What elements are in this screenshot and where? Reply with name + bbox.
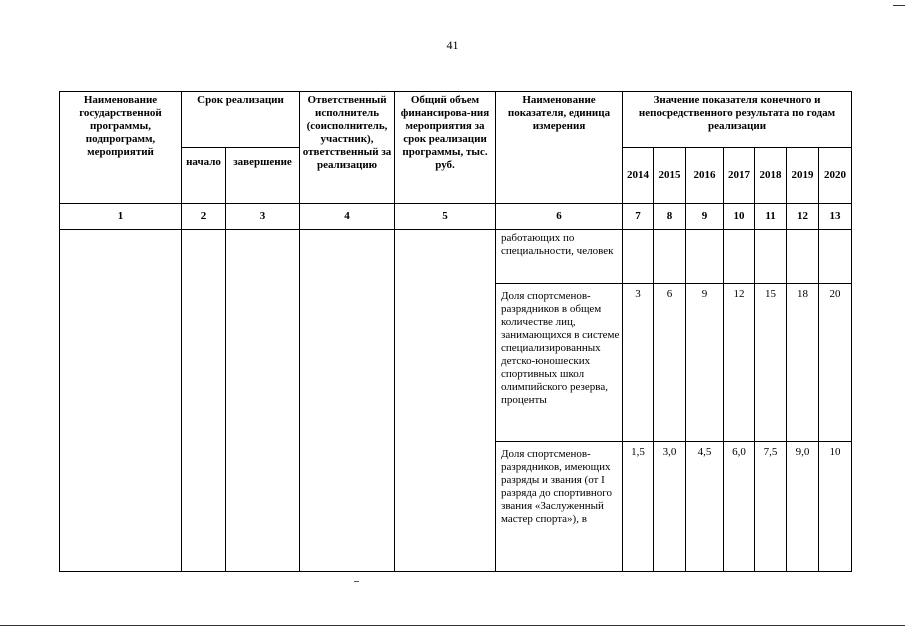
column-number: 4 bbox=[300, 204, 395, 230]
table-row bbox=[60, 230, 852, 284]
header-row-1 bbox=[60, 92, 852, 148]
column-number: 3 bbox=[226, 204, 300, 230]
header-year: 2019 bbox=[787, 148, 819, 204]
value-cell: 20 bbox=[819, 284, 852, 442]
column-number: 11 bbox=[755, 204, 787, 230]
header-program-name: Наименование государственной программы, подпрограмм, мероприятий bbox=[60, 92, 182, 204]
column-number: 10 bbox=[724, 204, 755, 230]
header-indicator-values: Значение показателя конечного и непосредственного результата по годам реализации bbox=[623, 92, 852, 148]
column-number: 1 bbox=[60, 204, 182, 230]
start-cell bbox=[182, 230, 226, 572]
bottom-rule bbox=[0, 625, 905, 626]
column-number: 2 bbox=[182, 204, 226, 230]
value-cell bbox=[787, 230, 819, 284]
column-number: 5 bbox=[395, 204, 496, 230]
value-cell bbox=[819, 230, 852, 284]
value-cell: 6,0 bbox=[724, 442, 755, 572]
value-cell: 3 bbox=[623, 284, 654, 442]
value-cell: 3,0 bbox=[654, 442, 686, 572]
header-year: 2015 bbox=[654, 148, 686, 204]
program-indicators-table bbox=[59, 91, 852, 572]
column-number: 13 bbox=[819, 204, 852, 230]
header-end: завершение bbox=[226, 148, 300, 204]
indicator-cell: работающих по специальности, человек bbox=[496, 230, 623, 284]
header-responsible: Ответственный исполнитель (соисполнитель, участник), ответственный за реализацию bbox=[300, 92, 395, 204]
header-start: начало bbox=[182, 148, 226, 204]
value-cell: 12 bbox=[724, 284, 755, 442]
header-year: 2018 bbox=[755, 148, 787, 204]
value-cell bbox=[686, 230, 724, 284]
responsible-cell bbox=[300, 230, 395, 572]
header-year: 2014 bbox=[623, 148, 654, 204]
financing-cell bbox=[395, 230, 496, 572]
value-cell: 18 bbox=[787, 284, 819, 442]
header-indicator: Наименование показателя, единица измерения bbox=[496, 92, 623, 204]
value-cell bbox=[654, 230, 686, 284]
header-period: Срок реализации bbox=[182, 92, 300, 148]
indicator-cell: Доля спортсменов-разрядников, имеющих разряды и звания (от I разряда до спортивного звания «Заслуженный мастер спорта»), в bbox=[496, 442, 623, 572]
scan-mark bbox=[354, 581, 359, 582]
end-cell bbox=[226, 230, 300, 572]
indicator-cell: Доля спортсменов-разрядников в общем количестве лиц, занимающихся в системе специализированных детско-юношеских спортивных школ олимпийского резерва, проценты bbox=[496, 284, 623, 442]
header-year: 2020 bbox=[819, 148, 852, 204]
value-cell bbox=[755, 230, 787, 284]
column-number: 9 bbox=[686, 204, 724, 230]
column-number: 6 bbox=[496, 204, 623, 230]
value-cell: 4,5 bbox=[686, 442, 724, 572]
column-number: 7 bbox=[623, 204, 654, 230]
column-number-row bbox=[60, 204, 852, 230]
value-cell: 9 bbox=[686, 284, 724, 442]
value-cell: 15 bbox=[755, 284, 787, 442]
header-financing: Общий объем финансирова-ния мероприятия за срок реализации программы, тыс. руб. bbox=[395, 92, 496, 204]
value-cell: 9,0 bbox=[787, 442, 819, 572]
value-cell: 7,5 bbox=[755, 442, 787, 572]
column-number: 8 bbox=[654, 204, 686, 230]
column-number: 12 bbox=[787, 204, 819, 230]
value-cell: 6 bbox=[654, 284, 686, 442]
header-year: 2016 bbox=[686, 148, 724, 204]
value-cell bbox=[724, 230, 755, 284]
value-cell: 10 bbox=[819, 442, 852, 572]
header-year: 2017 bbox=[724, 148, 755, 204]
corner-mark bbox=[893, 5, 905, 6]
page-number: 41 bbox=[446, 38, 459, 52]
value-cell bbox=[623, 230, 654, 284]
value-cell: 1,5 bbox=[623, 442, 654, 572]
program-name-cell bbox=[60, 230, 182, 572]
